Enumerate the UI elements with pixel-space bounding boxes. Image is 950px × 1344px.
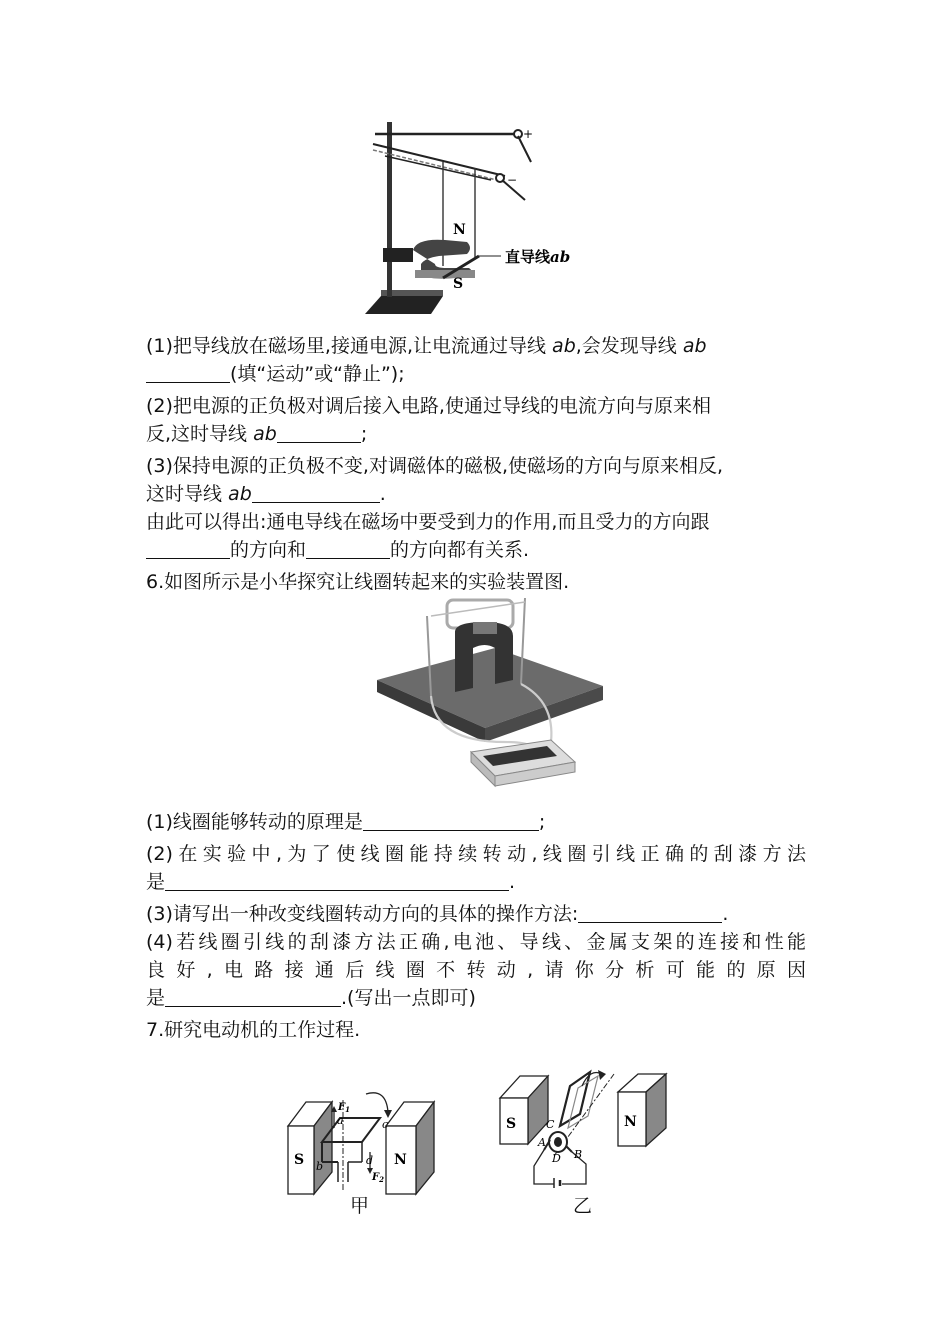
jia-f1-label: $F_1$ [338, 1102, 350, 1114]
jia-a-label: a [337, 1114, 344, 1127]
yi-s-label: S [506, 1116, 517, 1132]
yi-n-label: N [624, 1114, 637, 1130]
coil-motor-apparatus-figure [375, 592, 605, 804]
answer-blank[interactable] [165, 870, 509, 891]
jia-s-label: S [294, 1152, 305, 1168]
q5-conclusion-line1: 由此可以得出:通电导线在磁场中要受到力的作用,而且受力的方向跟 [146, 511, 710, 533]
jia-b-label: b [316, 1160, 324, 1173]
answer-blank[interactable] [306, 538, 390, 559]
minus-label: − [507, 173, 518, 187]
q5-part2-line2: 反,这时导线 ab ; [146, 423, 368, 445]
q6-part2-line2: 是 . [146, 871, 516, 893]
answer-blank[interactable] [252, 482, 380, 503]
answer-blank[interactable] [146, 362, 230, 383]
plus-label: + [523, 127, 534, 141]
answer-blank[interactable] [578, 902, 722, 923]
q6-part4-line1: (4)若线圈引线的刮漆方法正确,电池、导线、金属支架的连接和性能 [146, 931, 806, 953]
answer-blank[interactable] [146, 538, 230, 559]
q5-part1-line1: (1)把导线放在磁场里,接通电源,让电流通过导线 ab,会发现导线 ab [146, 335, 707, 357]
yi-c-label: C [546, 1118, 555, 1131]
jia-d-label: d [366, 1154, 374, 1167]
q5-part1-line2: (填“运动”或“静止”); [146, 360, 405, 388]
q6-part1: (1)线圈能够转动的原理是 ; [146, 811, 546, 833]
north-pole-label: N [453, 222, 466, 238]
wire-ab-apparatus-figure [355, 118, 605, 324]
q6-part2-line1: (2)在实验中,为了使线圈能持续转动,线圈引线正确的刮漆方法 [146, 843, 806, 865]
q6-part4-line2: 良好,电路接通后线圈不转动,请你分析可能的原因 [146, 959, 806, 981]
figure-yi-caption: 乙 [573, 1195, 593, 1217]
answer-blank[interactable] [165, 986, 341, 1007]
jia-n-label: N [394, 1152, 407, 1168]
q6-title: 6.如图所示是小华探究让线圈转起来的实验装置图. [146, 571, 570, 593]
jia-c-label: c [382, 1118, 389, 1131]
q5-part3-line2: 这时导线 ab . [146, 483, 386, 505]
answer-blank[interactable] [277, 422, 361, 443]
answer-blank[interactable] [363, 810, 539, 831]
q7-title: 7.研究电动机的工作过程. [146, 1019, 361, 1041]
jia-f2-label: $F_2$ [372, 1172, 384, 1184]
yi-a-label: A [538, 1136, 546, 1149]
q5-part3-line1: (3)保持电源的正负极不变,对调磁体的磁极,使磁场的方向与原来相反, [146, 455, 724, 477]
yi-b-label: B [574, 1148, 583, 1161]
motor-figure-yi [494, 1066, 670, 1188]
figure-jia-caption: 甲 [350, 1195, 370, 1217]
wire-ab-label: 直导线ab [505, 248, 571, 266]
q6-part3: (3)请写出一种改变线圈转动方向的具体的操作方法: . [146, 903, 729, 925]
south-pole-label: S [453, 276, 464, 292]
q5-conclusion-line2: 的方向和 的方向都有关系. [146, 536, 529, 564]
yi-d-label: D [552, 1152, 561, 1165]
q5-part2-line1: (2)把电源的正负极对调后接入电路,使通过导线的电流方向与原来相 [146, 395, 711, 417]
q6-part4-line3: 是 .(写出一点即可) [146, 987, 476, 1009]
